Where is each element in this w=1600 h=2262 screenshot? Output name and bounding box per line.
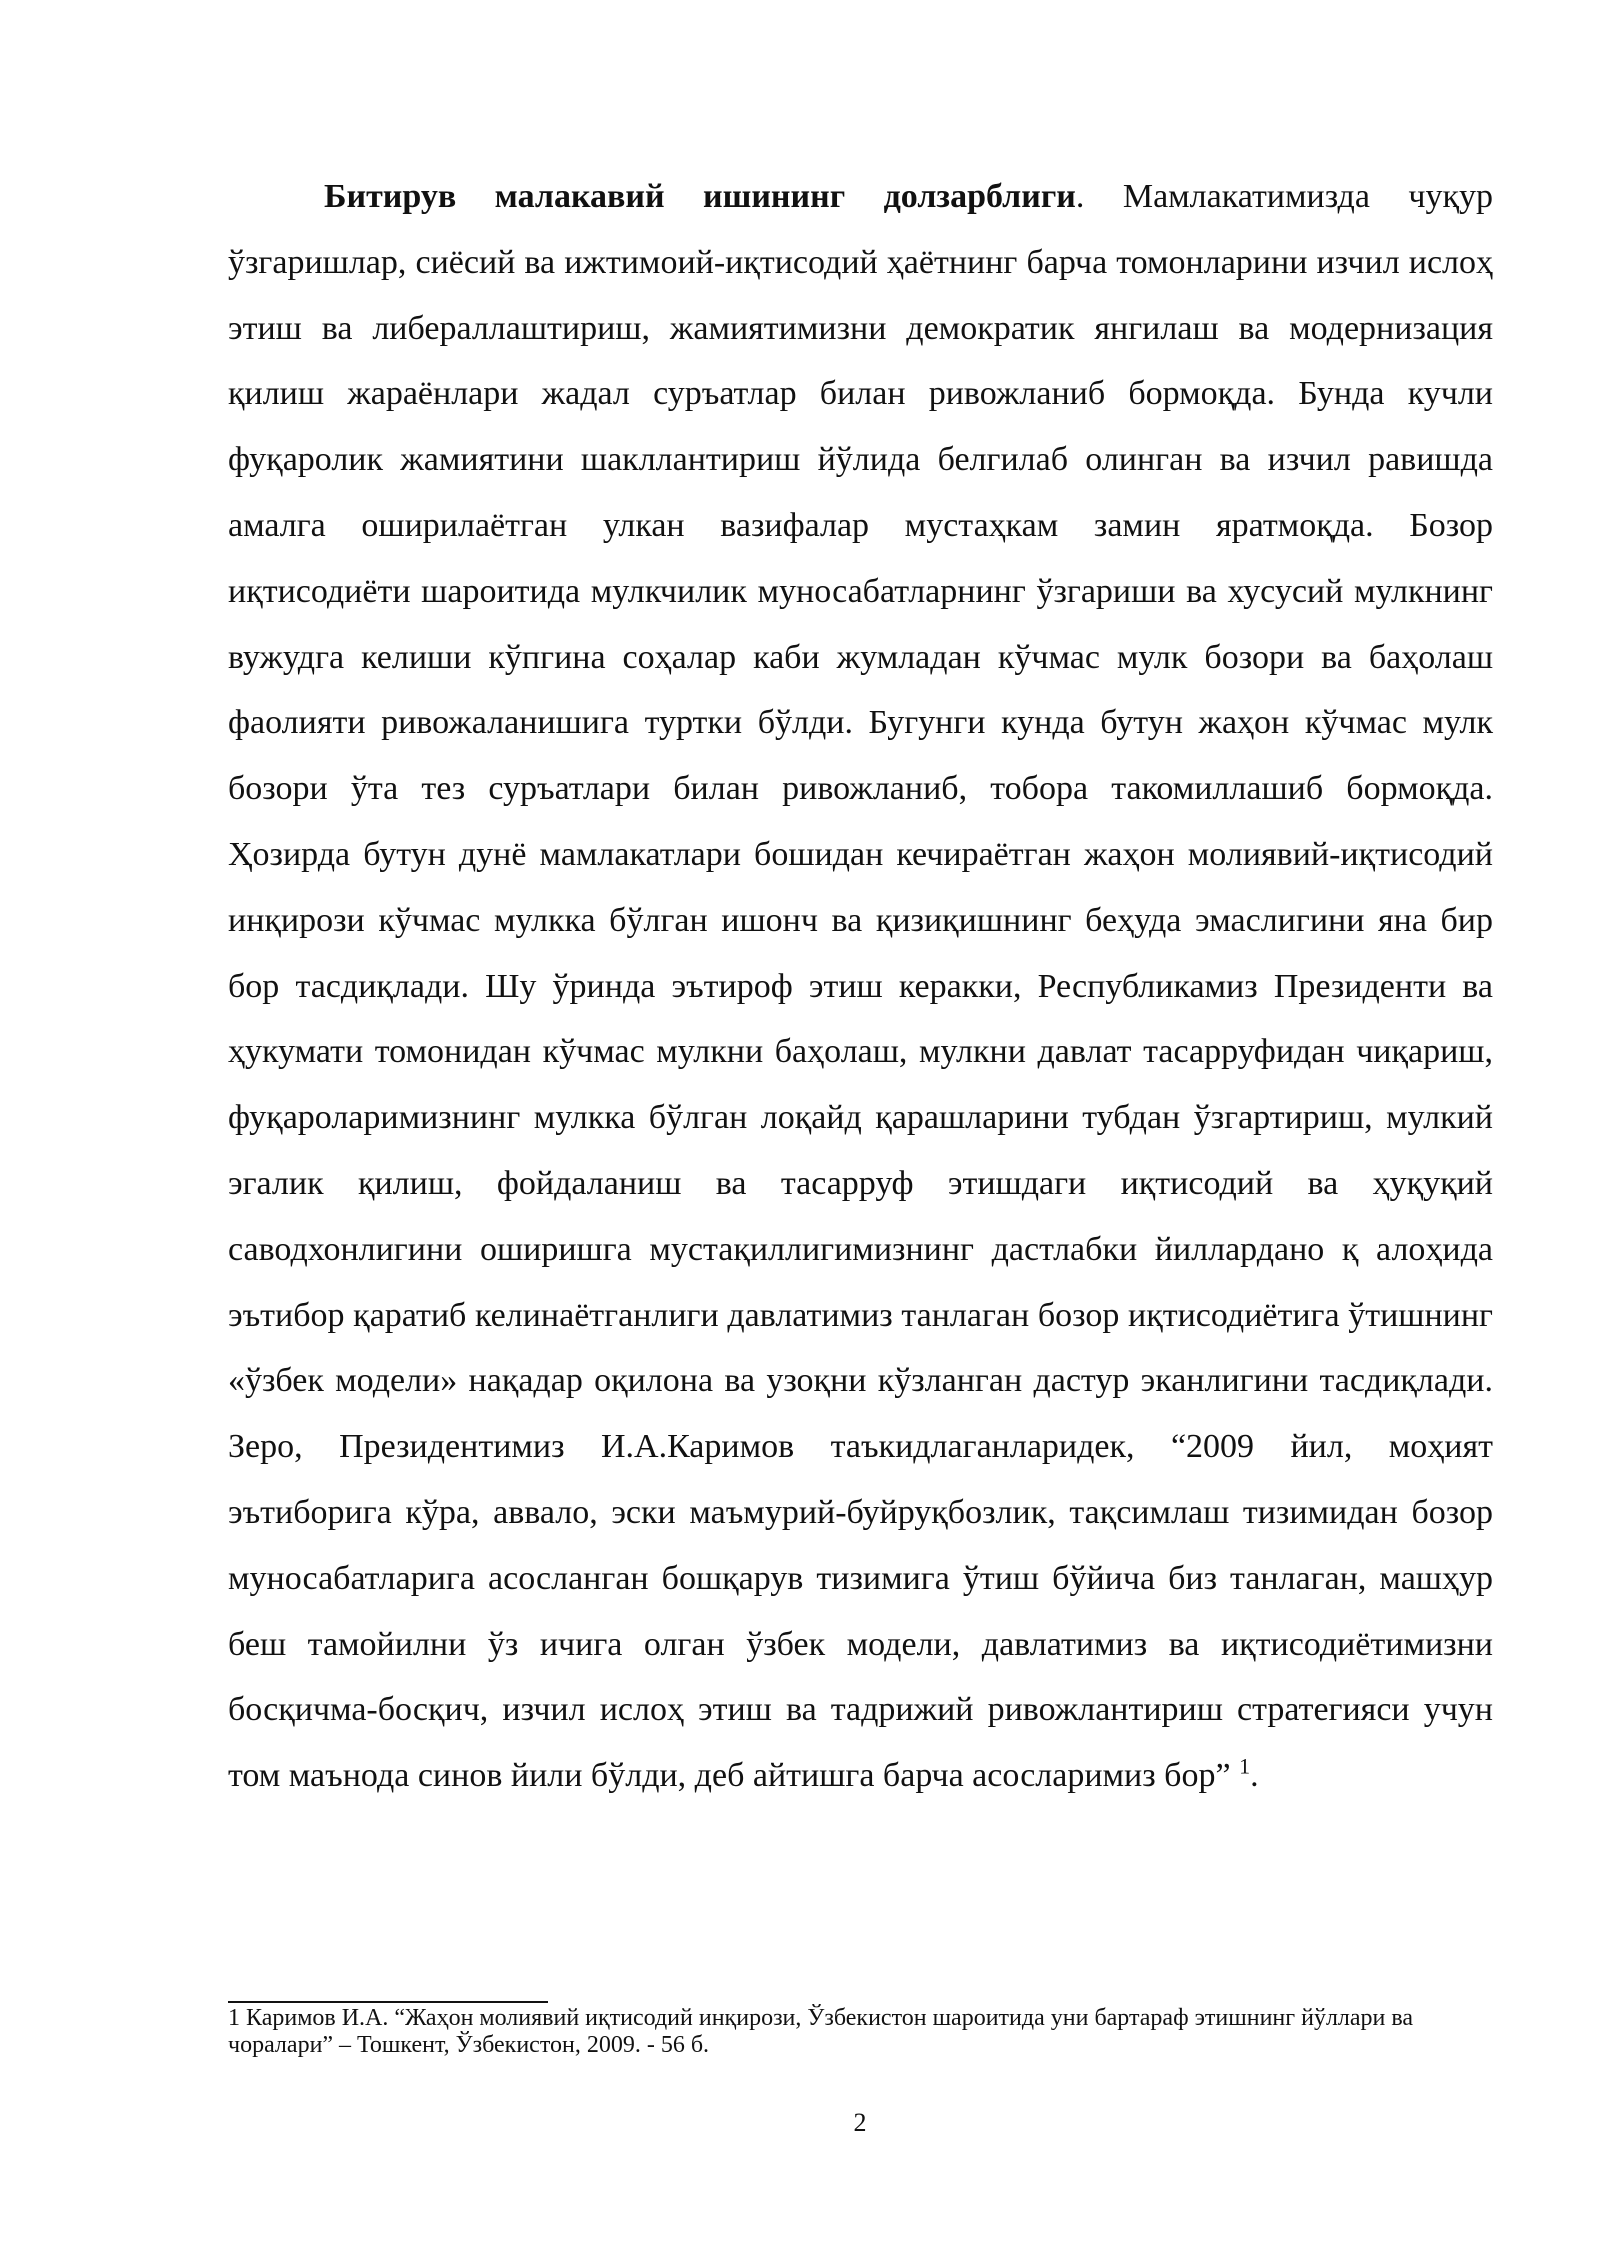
- paragraph-heading: Битирув малакавий ишининг долзарблиги: [324, 178, 1076, 215]
- footnote-reference: 1: [1239, 1753, 1251, 1779]
- page-number: 2: [853, 2108, 867, 2137]
- paragraph-end: .: [1250, 1757, 1259, 1795]
- paragraph-text: . Мамлакатимизда чуқур ўзгаришлар, сиёсий ва ижтимоий-иқтисодий ҳаётнинг барча томонларини изчил ислоҳ этиш ва либераллаштириш, жамиятимизни демократик янгилаш ва модернизация қилиш жараёнлари жадал суръатлар билан ривожланиб бормоқда. Бунда кучли фуқаролик жамиятини шакллантириш йўлида белгилаб олинган ва изчил равишда амалга оширилаётган улкан вазифалар мустаҳкам замин яратмоқда. Бозор иқтисодиёти шароитида мулкчилик муносабатларнинг ўзгариши ва хусусий мулкнинг вужудга келиши кўпгина соҳалар каби жумладан кўчмас мулк бозори ва баҳолаш фаолияти ривожаланишига туртки бўлди. Бугунги кунда бутун жаҳон кўчмас мулк бозори ўта тез суръатлари билан ривожланиб, тобора такомиллашиб бормоқда. Ҳозирда бутун дунё мамлакатлари бошидан кечираётган жаҳон молиявий-иқтисодий инқирози кўчмас мулкка бўлган ишонч ва қизиқишнинг беҳуда эмаслигини яна бир бор тасдиқлади. Шу ўринда эътироф этиш керакки, Республикамиз Президенти ва ҳукумати томонидан кўчмас мулкни баҳолаш, мулкни давлат тасарруфидан чиқариш, фуқароларимизнинг мулкка бўлган лоқайд қарашларини тубдан ўзгартириш, мулкий эгалик қилиш, фойдаланиш ва тасарруф этишдаги иқтисодий ва ҳуқуқий саводхонлигини оширишга мустақиллигимизнинг дастлабки йиллардано қ алоҳида эътибор қаратиб келинаётганлиги давлатимиз танлаган бозор иқтисодиётига ўтишнинг «ўзбек модели» нақадар оқилона ва узоқни кўзланган дастур эканлигини тасдиқлади. Зеро, Президентимиз И.А.Каримов таъкидлаганларидек, “2009 йил, моҳият эътиборига кўра, аввало, эски маъмурий-буйруқбозлик, тақсимлаш тизимидан бозор муносабатларига асосланган бошқарув тизимига ўтиш бўйича биз танлаган, машҳур беш тамойилни ўз ичига олган ўзбек модели, давлатимиз ва иқтисодиётимизни босқичма-босқич, изчил ислоҳ этиш ва тадрижий ривожлантириш стратегияси учун том маънода синов йили бўлди, деб айтишга барча асосларимиз бор”: [228, 178, 1494, 1795]
- footnote-text: 1 Каримов И.А. “Жаҳон молиявий иқтисодий инқирози, Ўзбекистон шароитида уни бартараф этишнинг йўллари ва чоралари” – Тошкент, Ўзбекистон, 2009. - 56 б.: [228, 2005, 1414, 2058]
- body-paragraph: [228, 164, 1493, 1809]
- footnote-separator: [228, 2001, 548, 2003]
